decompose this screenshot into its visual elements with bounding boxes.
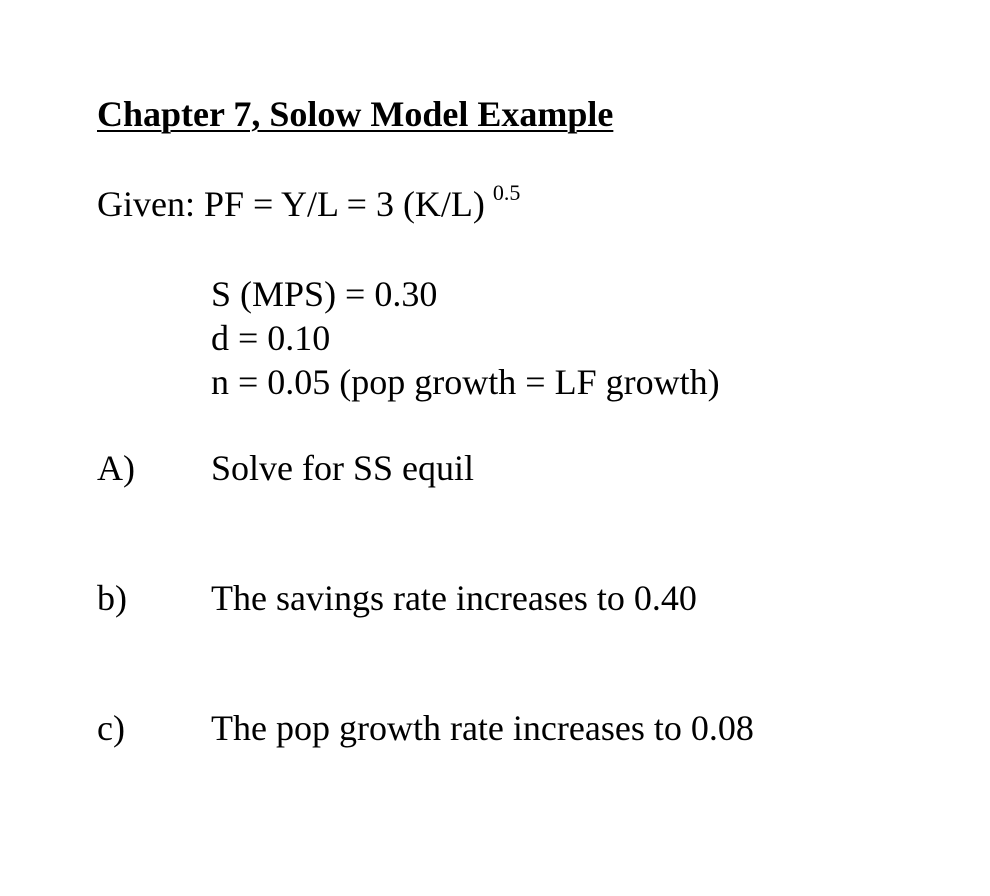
question-b-label: b)	[97, 578, 127, 618]
parameter-population-growth: n = 0.05 (pop growth = LF growth)	[211, 362, 720, 402]
given-production-function	[97, 180, 521, 224]
question-b-text: The savings rate increases to 0.40	[211, 578, 697, 618]
question-a-text: Solve for SS equil	[211, 448, 475, 488]
given-exponent: 0.5	[492, 180, 521, 205]
question-c-label: c)	[97, 708, 125, 748]
page-title: Chapter 7, Solow Model Example	[97, 94, 614, 134]
question-c-text: The pop growth rate increases to 0.08	[211, 708, 754, 748]
parameter-savings: S (MPS) = 0.30	[211, 274, 438, 314]
parameter-depreciation: d = 0.10	[211, 318, 331, 358]
parameter-list	[211, 272, 720, 404]
question-a-label: A)	[97, 448, 135, 488]
given-equation: Given: PF = Y/L = 3 (K/L)	[97, 184, 485, 224]
